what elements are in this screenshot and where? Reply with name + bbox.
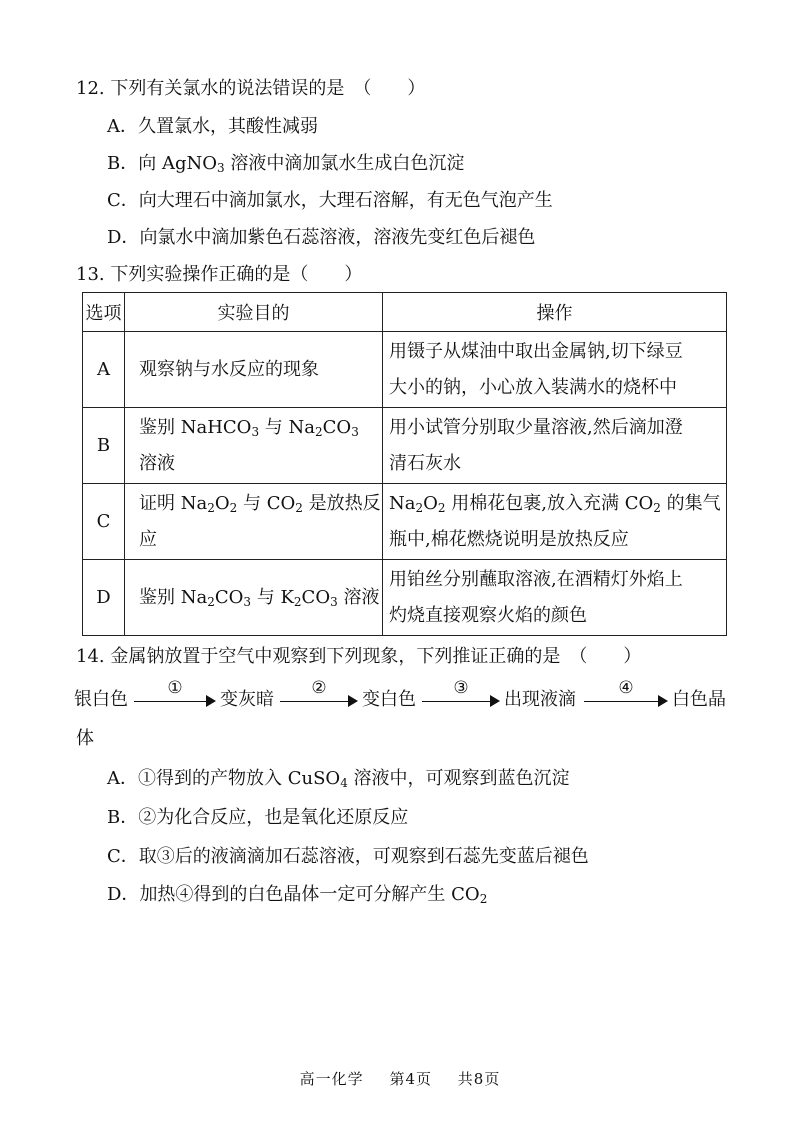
chain-arrow-2 (280, 678, 358, 711)
chain-arrow-1 (134, 678, 216, 711)
q14-option-d: D．加热④得到的白色晶体一定可分解产生 $CO_2$ (107, 884, 488, 906)
table-row (83, 408, 727, 484)
q12-option-b: B．向 AgNO$_3$ 溶液中滴加氯水生成白色沉淀 (107, 153, 465, 175)
header-purpose: 实验目的 (125, 293, 383, 332)
reaction-chain (74, 678, 734, 711)
chain-state-1: 银白色 (74, 689, 128, 710)
chain-state-2: 变灰暗 (220, 689, 274, 710)
chain-arrow-label-1: ① (167, 678, 183, 698)
q12-option-a: A．久置氯水，其酸性减弱 (107, 116, 318, 137)
row-purpose: 鉴别 $Na_2CO_3$ 与 $K_2CO_3$ 溶液 (125, 560, 383, 636)
q14-option-b: B．②为化合反应，也是氧化还原反应 (107, 807, 409, 828)
table-row (83, 560, 727, 636)
row-option: D (83, 560, 125, 636)
table-header-row (83, 293, 727, 332)
chain-state-4: 出现液滴 (504, 689, 576, 710)
arrow-head-icon (348, 695, 358, 707)
chain-state-5-continued: 体 (76, 728, 94, 749)
row-operation: 用铂丝分别蘸取溶液,在酒精灯外焰上 灼烧直接观察火焰的颜色 (383, 560, 727, 636)
row-purpose: 观察钠与水反应的现象 (125, 332, 383, 408)
experiment-table (82, 292, 727, 636)
q12-stem: 12. 下列有关氯水的说法错误的是 （ ） (76, 78, 426, 99)
chain-arrow-4 (584, 678, 668, 711)
chain-arrow-label-3: ③ (453, 678, 469, 698)
header-operation: 操作 (383, 293, 727, 332)
row-option: C (83, 484, 125, 560)
footer-page-number: 第4页 (389, 1070, 432, 1088)
chain-arrow-label-4: ④ (618, 678, 634, 698)
q12-option-c: C．向大理石中滴加氯水，大理石溶解，有无色气泡产生 (107, 190, 553, 211)
chain-arrow-3 (422, 678, 500, 711)
table-row (83, 484, 727, 560)
chain-state-5: 白色晶 (672, 689, 726, 710)
arrow-head-icon (658, 695, 668, 707)
row-operation: 用镊子从煤油中取出金属钠,切下绿豆 大小的钠，小心放入装满水的烧杯中 (383, 332, 727, 408)
row-purpose: 证明 $Na_2O_2$ 与 $CO_2$ 是放热反 应 (125, 484, 383, 560)
page-footer (0, 1068, 800, 1089)
table-row (83, 332, 727, 408)
row-operation: 用小试管分别取少量溶液,然后滴加澄 清石灰水 (383, 408, 727, 484)
footer-total-pages: 共8页 (457, 1070, 501, 1088)
arrow-head-icon (206, 695, 216, 707)
row-option: A (83, 332, 125, 408)
footer-subject: 高一化学 (299, 1070, 364, 1088)
arrow-head-icon (490, 695, 500, 707)
chain-state-3: 变白色 (362, 689, 416, 710)
chain-arrow-label-2: ② (311, 678, 327, 698)
header-option: 选项 (83, 293, 125, 332)
q12-option-d: D．向氯水中滴加紫色石蕊溶液，溶液先变红色后褪色 (107, 227, 536, 248)
q14-stem: 14. 金属钠放置于空气中观察到下列现象，下列推证正确的是 （ ） (76, 646, 642, 667)
row-purpose: 鉴别 NaHCO$_3$ 与 $Na_2CO_3$ 溶液 (125, 408, 383, 484)
q14-option-a: A．①得到的产物放入 CuSO$_4$ 溶液中，可观察到蓝色沉淀 (107, 768, 570, 790)
row-option: B (83, 408, 125, 484)
q14-option-c: C．取③后的液滴滴加石蕊溶液，可观察到石蕊先变蓝后褪色 (107, 846, 589, 867)
q13-stem: 13. 下列实验操作正确的是（ ） (76, 264, 363, 285)
row-operation: $Na_2O_2$ 用棉花包裹,放入充满 $CO_2$ 的集气 瓶中,棉花燃烧说明是放热反应 (383, 484, 727, 560)
